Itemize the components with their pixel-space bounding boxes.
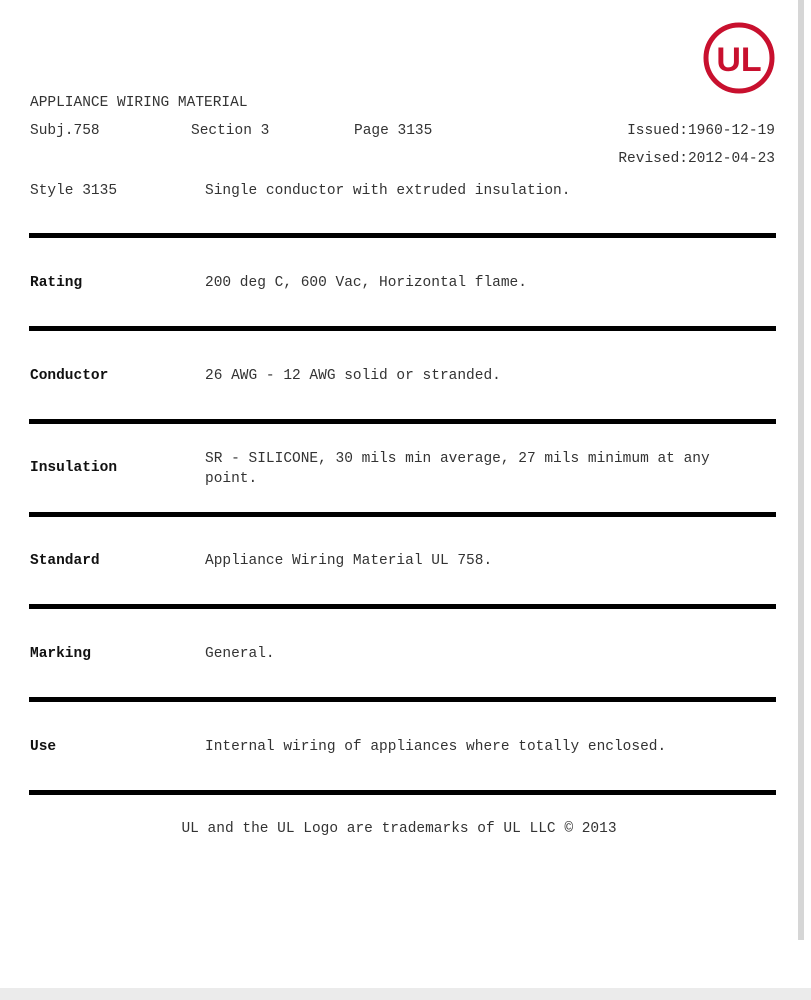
trademark-footer: UL and the UL Logo are trademarks of UL LLC © 2013 bbox=[181, 821, 617, 837]
marking-value: General. bbox=[205, 646, 275, 662]
conductor-value: 26 AWG - 12 AWG solid or stranded. bbox=[205, 368, 501, 384]
style-description: Single conductor with extruded insulation. bbox=[205, 183, 571, 199]
ul-logo-text: UL bbox=[716, 41, 762, 79]
divider-rule bbox=[29, 604, 776, 609]
document-category: APPLIANCE WIRING MATERIAL bbox=[30, 95, 248, 111]
divider-rule bbox=[29, 512, 776, 517]
viewer-bottom-bar bbox=[0, 988, 811, 1000]
divider-rule bbox=[29, 326, 776, 331]
ul-logo bbox=[703, 17, 775, 99]
revised-date: Revised:2012-04-23 bbox=[618, 151, 775, 167]
divider-rule bbox=[29, 233, 776, 238]
subject-number: Subj.758 bbox=[30, 123, 100, 139]
scrollbar[interactable] bbox=[798, 0, 804, 940]
insulation-value: SR - SILICONE, 30 mils min average, 27 mils minimum at any point. bbox=[205, 451, 710, 487]
divider-rule bbox=[29, 697, 776, 702]
style-label: Style 3135 bbox=[30, 183, 118, 199]
standard-label: Standard bbox=[30, 553, 100, 569]
rating-label: Rating bbox=[30, 275, 83, 291]
use-label: Use bbox=[30, 739, 57, 755]
section-number: Section 3 bbox=[191, 123, 270, 139]
page-number: Page 3135 bbox=[354, 123, 433, 139]
conductor-label: Conductor bbox=[30, 368, 109, 384]
standard-value: Appliance Wiring Material UL 758. bbox=[205, 553, 493, 569]
divider-rule bbox=[29, 790, 776, 795]
rating-value: 200 deg C, 600 Vac, Horizontal flame. bbox=[205, 275, 527, 291]
use-value: Internal wiring of appliances where totally enclosed. bbox=[205, 739, 667, 755]
insulation-label: Insulation bbox=[30, 460, 118, 476]
marking-label: Marking bbox=[30, 646, 91, 662]
divider-rule bbox=[29, 419, 776, 424]
issued-date: Issued:1960-12-19 bbox=[627, 123, 775, 139]
